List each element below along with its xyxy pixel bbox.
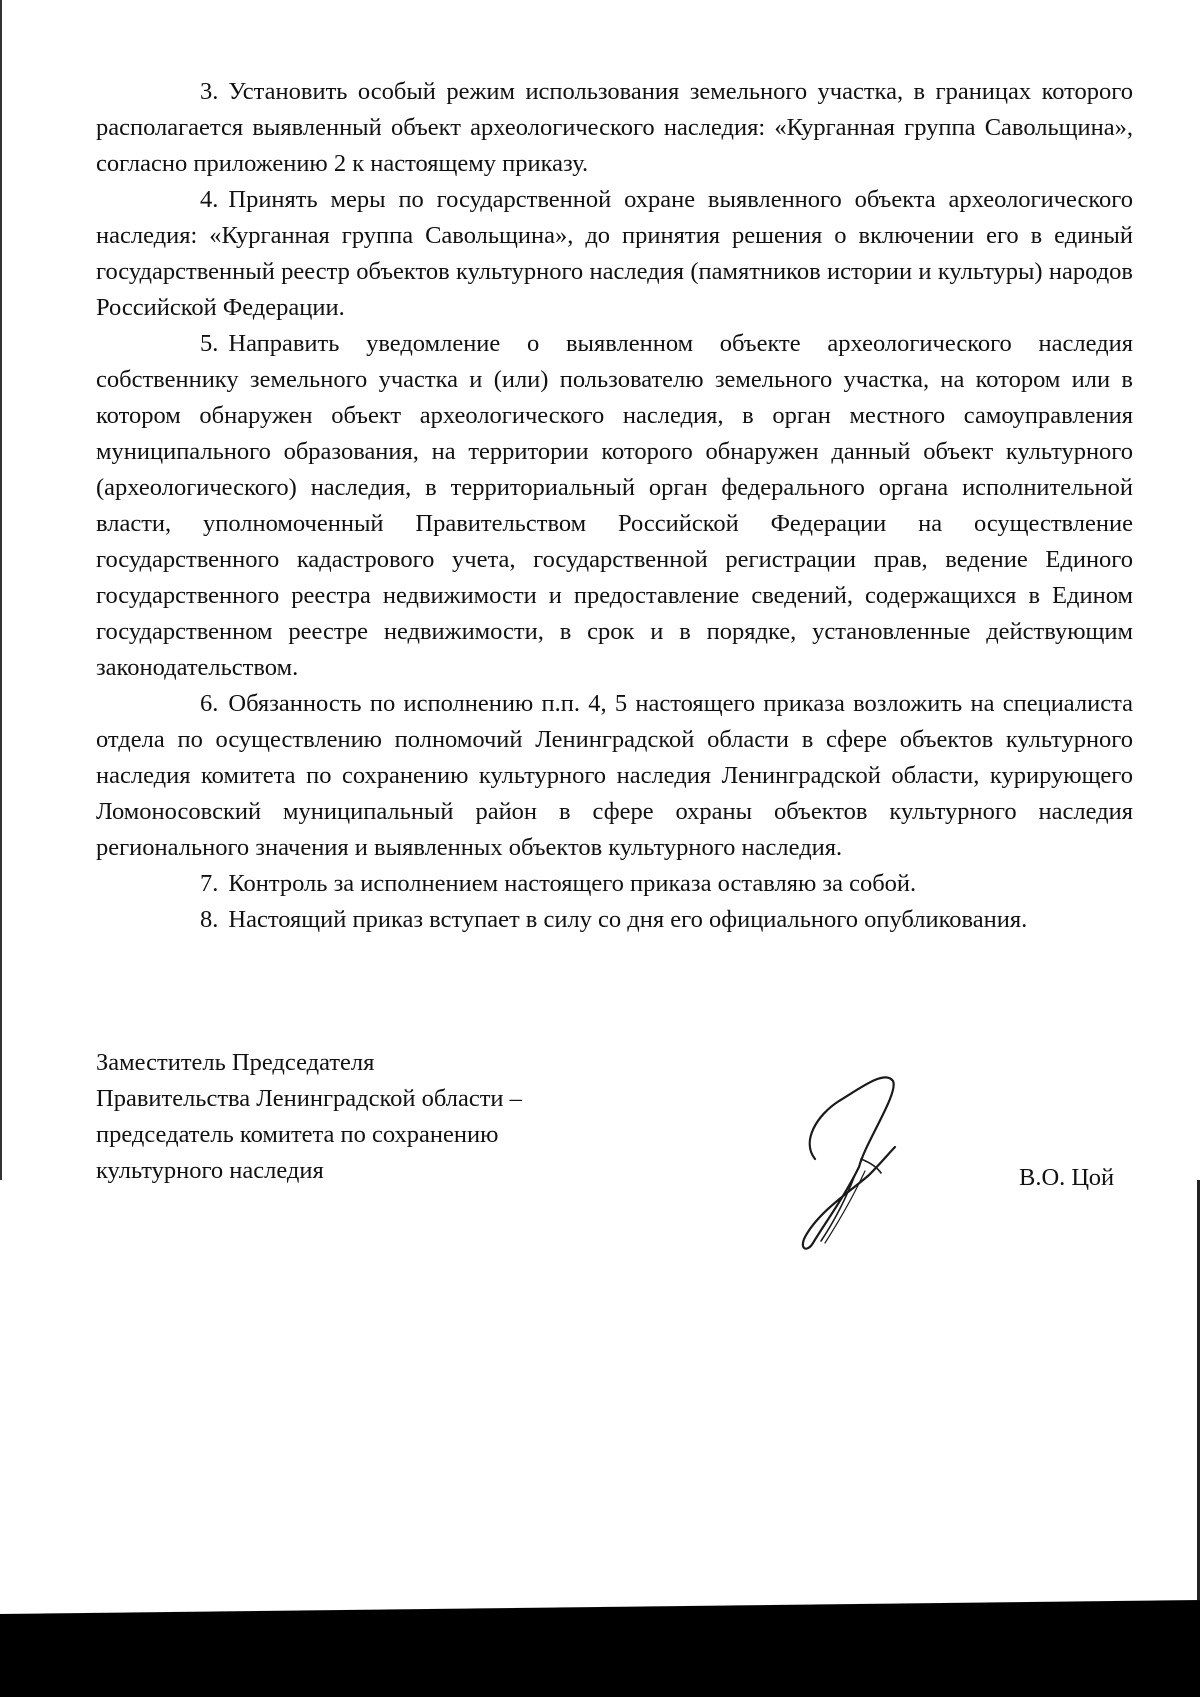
paragraph-number: 8. bbox=[200, 906, 219, 933]
paragraph-text: Настоящий приказ вступает в силу со дня его официального опубликования. bbox=[228, 906, 1028, 933]
signatory-position bbox=[96, 1045, 656, 1189]
paragraph-number: 7. bbox=[200, 870, 219, 897]
paragraph-3 bbox=[96, 74, 1133, 182]
paragraph-5 bbox=[96, 326, 1133, 686]
paragraph-text: Обязанность по исполнению п.п. 4, 5 настоящего приказа возложить на специалиста отдела по осуществлению полномочий Ленинградской области в сфере объектов культурного наследия комитета по сохранению культурного наследия Ленинградской области, курирующего Ломоносовский муниципальный район в сфере охраны объектов культурного наследия регионального значения и выявленных объектов культурного наследия. bbox=[96, 690, 1133, 861]
scan-bottom-border bbox=[0, 1614, 1200, 1697]
paragraph-8 bbox=[96, 902, 1133, 938]
position-line-2: Правительства Ленинградской области – bbox=[96, 1085, 522, 1112]
paragraph-number: 5. bbox=[200, 330, 219, 357]
paragraph-4 bbox=[96, 182, 1133, 326]
paragraph-number: 6. bbox=[200, 690, 219, 717]
paragraph-text: Направить уведомление о выявленном объекте археологического наследия собственнику земельного участка и (или) пользователю земельного участка, на котором или в котором обнаружен объект археологического наследия, в орган местного самоуправления муниципального образования, на территории которого обнаружен данный объект культурного (археологического) наследия, в территориальный орган федерального органа исполнительной власти, уполномоченный Правительством Российской Федерации на осуществление государственного кадастрового учета, государственной регистрации прав, ведение Единого государственного реестра недвижимости и предоставление сведений, содержащихся в Едином государственном реестре недвижимости, в срок и в порядке, установленные действующим законодательством. bbox=[96, 330, 1133, 681]
paragraph-7 bbox=[96, 866, 1133, 902]
document-body bbox=[96, 74, 1133, 938]
position-line-1: Заместитель Председателя bbox=[96, 1049, 375, 1076]
paragraph-text: Установить особый режим использования земельного участка, в границах которого располагается выявленный объект археологического наследия: «Курганная группа Савольщина», согласно приложению 2 к настоящему приказу. bbox=[96, 78, 1133, 177]
paragraph-6 bbox=[96, 686, 1133, 866]
handwritten-signature bbox=[795, 1063, 905, 1255]
paragraph-text: Контроль за исполнением настоящего приказа оставляю за собой. bbox=[228, 870, 917, 897]
paragraph-text: Принять меры по государственной охране выявленного объекта археологического наследия: «Курганная группа Савольщина», до принятия решения о включении его в единый государственный реестр объектов культурного наследия (памятников истории и культуры) народов Российской Федерации. bbox=[96, 186, 1133, 321]
position-line-3: председатель комитета по сохранению bbox=[96, 1121, 499, 1148]
paragraph-number: 3. bbox=[200, 78, 219, 105]
scan-left-edge bbox=[0, 0, 2, 1180]
position-line-4: культурного наследия bbox=[96, 1157, 324, 1184]
signatory-name: В.О. Цой bbox=[1019, 1164, 1115, 1191]
paragraph-number: 4. bbox=[200, 186, 219, 213]
